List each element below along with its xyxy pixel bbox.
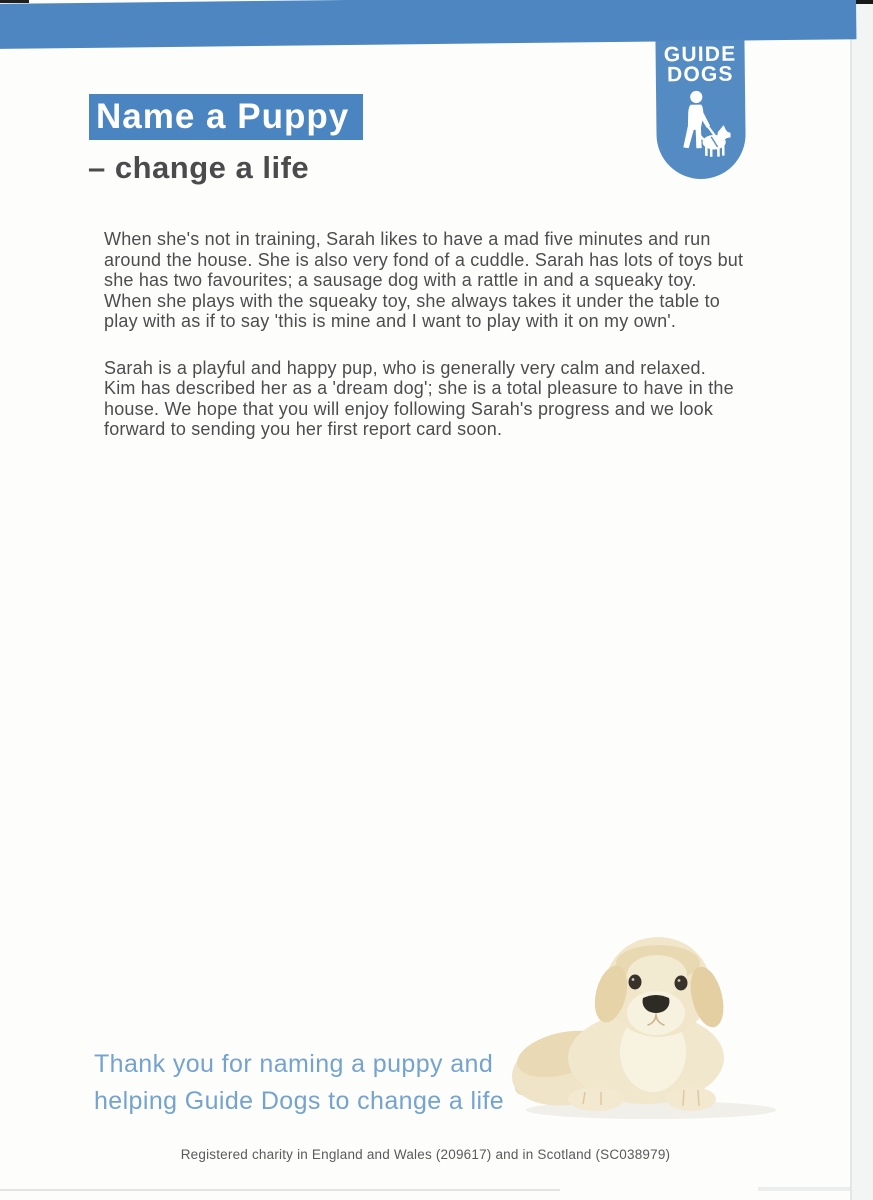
- puppy-photo: [500, 930, 792, 1130]
- scan-edge-artifact: [758, 1187, 850, 1191]
- header-blue-bar: [0, 0, 856, 87]
- page-edge-line: [850, 0, 852, 1200]
- guide-dogs-logo: [655, 39, 746, 179]
- page-title-text: Name a Puppy: [96, 97, 350, 136]
- paragraph: When she's not in training, Sarah likes to have a mad five minutes and run around the house. She is also very fond of a cuddle. Sarah has lots of toys but she has two favourites; a sausage dog with a rattle in and a squeaky toy. When she plays with the squeaky toy, she always takes it under the table to play with as if to say 'this is mine and I want to play with it on my own'.: [104, 229, 744, 331]
- charity-registration-note: Registered charity in England and Wales (209617) and in Scotland (SC038979): [180, 1147, 671, 1162]
- paragraph: Sarah is a playful and happy pup, who is generally very calm and relaxed. Kim has described her as a 'dream dog'; she is a total pleasure to have in the house. We hope that you will enjoy following Sarah's progress and we look forward to sending you her first report card soon.: [104, 357, 734, 439]
- page-title: [89, 94, 363, 140]
- scan-edge-artifact: [0, 0, 29, 3]
- scanner-background: [852, 0, 873, 1200]
- logo-text-dogs: DOGS: [666, 62, 734, 87]
- person-with-guide-dog-icon: [672, 89, 731, 160]
- page-subtitle: – change a life: [88, 150, 310, 185]
- letter-body: [104, 229, 804, 466]
- scan-edge-artifact: [0, 1189, 560, 1191]
- logo-text-guide: GUIDE: [663, 42, 737, 67]
- closing-message: Thank you for naming a puppy and helping Guide Dogs to change a life: [94, 1050, 505, 1115]
